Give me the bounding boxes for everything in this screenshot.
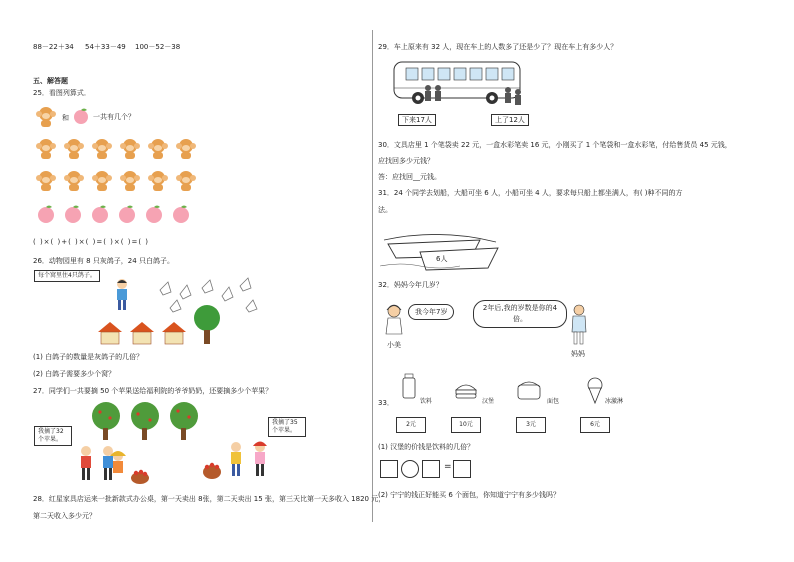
- item-name-3: 冰激淋: [605, 398, 624, 405]
- section-title: 五、解答题: [33, 77, 68, 85]
- and-text: 和: [62, 114, 69, 122]
- kids-right-icon: [196, 440, 276, 484]
- bread-icon: [516, 379, 542, 401]
- peach-icon: [145, 205, 163, 223]
- q28-line2: 第二天收入多少元？: [33, 512, 96, 520]
- name-left: 小美: [387, 341, 401, 349]
- label-up-box: 上了12人: [491, 114, 529, 126]
- bubble-left: 我今年7岁: [408, 304, 454, 320]
- q30-line1: 30．文具店里 1 个笔袋卖 22 元，一盒水彩笔卖 16 元，小刚买了 1 个笔袋和一盒水彩笔，付给售货员 45 元钱，: [378, 141, 732, 149]
- icecream-icon: [586, 378, 604, 404]
- bubble-right: 2年后,我的岁数是你的4倍。: [473, 300, 567, 328]
- peach-icon: [64, 205, 82, 223]
- label-down-box: 下来17人: [398, 114, 436, 126]
- peach-icon: [37, 205, 55, 223]
- monkey-icon: [176, 170, 196, 192]
- drink-icon: [402, 374, 416, 398]
- monkey-icon: [36, 138, 56, 160]
- monkey-icon: [176, 138, 196, 160]
- q31-line2: 法。: [378, 206, 392, 214]
- q29-title: 29．车上原来有 32 人，现在车上的人数多了还是少了？现在车上有多少人？: [378, 43, 618, 51]
- q31-line1: 31．24 个同学去划船，大船可坐 6 人，小船可坐 4 人，要求每只船上都坐满人，有( )种不同的方: [378, 189, 683, 197]
- price-3: 6元: [580, 417, 610, 433]
- monkey-icon: [92, 138, 112, 160]
- calc-2: 54＋33－49: [85, 43, 126, 51]
- q26-title: 26．动物园里有 8 只灰鸽子，24 只白鸽子。: [33, 257, 174, 265]
- peach-icon: [172, 205, 190, 223]
- monkey-icon: [64, 170, 84, 192]
- q28-line1: 28．红星家具店运来一批新款式办公桌，第一天卖出 8张，第二天卖出 15 张，第三天比第一天多收入 1820 元，: [33, 495, 386, 503]
- monkey-icon: [148, 138, 168, 160]
- boats-icon: [380, 222, 505, 274]
- calc-1: 88－22＋34: [33, 43, 74, 51]
- boy-icon: [112, 278, 132, 314]
- peach-icon: [91, 205, 109, 223]
- q30-line2: 应找回多少元钱？: [378, 157, 434, 165]
- tree-icon: [192, 304, 222, 346]
- q27-speech-right: 我摘了35个苹果。: [268, 417, 306, 437]
- item-name-1: 汉堡: [482, 398, 495, 405]
- peach-icon: [72, 108, 90, 124]
- calc-3: 100－52－38: [135, 43, 181, 51]
- q26-sub1: (1) 白鸽子的数量是灰鸽子的几倍？: [33, 353, 144, 361]
- name-right: 妈妈: [571, 350, 585, 358]
- answer-square-1[interactable]: [380, 460, 398, 478]
- q33-sub2: (2) 宁宁的钱正好能买 6 个面包，你知道宁宁有多少钱吗？: [378, 491, 561, 499]
- q27-speech-left: 我摘了32个苹果。: [34, 426, 72, 446]
- apple-trees-icon: [90, 402, 200, 442]
- q32-title: 32．妈妈今年几岁？: [378, 281, 443, 289]
- monkey-icon: [36, 170, 56, 192]
- monkey-icon: [64, 138, 84, 160]
- monkey-icon: [92, 170, 112, 192]
- item-name-2: 面包: [547, 398, 560, 405]
- answer-circle[interactable]: [401, 460, 419, 478]
- monkey-icon: [36, 106, 56, 128]
- price-1: 10元: [451, 417, 481, 433]
- peach-icon: [118, 205, 136, 223]
- monkey-icon: [148, 170, 168, 192]
- girl-basket-icon: [104, 450, 154, 486]
- answer-square-3[interactable]: [453, 460, 471, 478]
- girl-xiaomei-icon: [384, 304, 404, 340]
- houses-icon: [96, 320, 196, 346]
- monkey-icon: [120, 138, 140, 160]
- boat-label: 6人: [436, 255, 448, 263]
- q33-number: 33．: [378, 399, 394, 407]
- q25-formula: ( )×( )+( )×( )=( )×( )=( ): [33, 238, 150, 246]
- q26-speech-box: 每个窝里住4只鸽子。: [34, 270, 100, 282]
- q25-question: 一共有几个？: [93, 113, 135, 121]
- q27-title: 27．同学们一共要摘 50 个苹果送给福利院的爷爷奶奶，还要摘多少个苹果？: [33, 387, 273, 395]
- equals-sign: =: [444, 462, 452, 472]
- passengers-icon: [420, 84, 530, 114]
- q25-title: 25．看图列算式．: [33, 89, 91, 97]
- price-2: 3元: [516, 417, 546, 433]
- q30-answer: 答：应找回__元钱。: [378, 173, 441, 181]
- monkey-icon: [120, 170, 140, 192]
- price-0: 2元: [396, 417, 426, 433]
- column-divider: [372, 30, 373, 522]
- q33-sub1: (1) 汉堡的价钱是饮料的几倍？: [378, 443, 475, 451]
- item-name-0: 饮料: [420, 398, 433, 405]
- answer-square-2[interactable]: [422, 460, 440, 478]
- burger-icon: [454, 382, 478, 400]
- mother-icon: [570, 304, 588, 346]
- q26-sub2: (2) 白鸽子需要多少个窝？: [33, 370, 116, 378]
